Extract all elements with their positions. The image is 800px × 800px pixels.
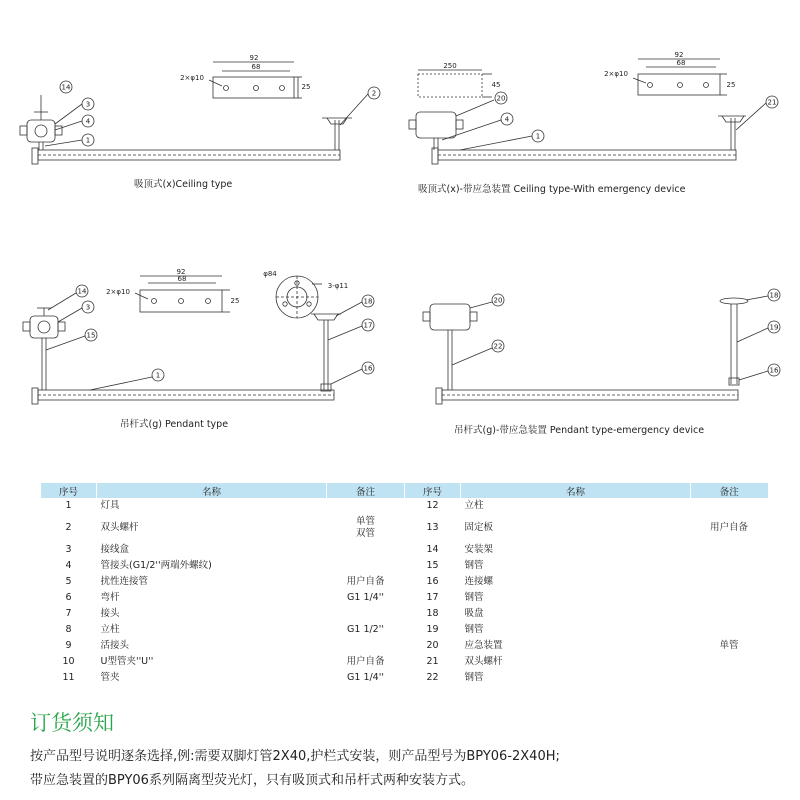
cell-no-text: 10 xyxy=(62,656,75,667)
cell-name-text: 钢管 xyxy=(464,560,484,571)
cell-note-text: 双管 xyxy=(355,528,375,539)
cell-no xyxy=(405,622,461,638)
cell-no-text: 15 xyxy=(426,560,439,571)
cell-name-text: 弯杆 xyxy=(100,592,120,603)
ordering-line-2: 带应急装置的BPY06系列隔离型荧光灯，只有吸顶式和吊杆式两种安装方式。 xyxy=(30,773,474,788)
cell-name xyxy=(461,622,691,638)
cell-note xyxy=(327,654,405,670)
callout-18: 18 xyxy=(769,291,779,300)
cell-no-text: 8 xyxy=(65,624,72,635)
table-row xyxy=(41,558,768,574)
dim-92: 92 xyxy=(176,268,186,276)
cell-name xyxy=(97,558,327,574)
ceiling-emergency-diagram xyxy=(400,0,800,240)
cell-no xyxy=(41,542,97,558)
dim-3holes: 3-φ11 xyxy=(327,282,349,290)
cell-no xyxy=(41,514,97,542)
dim-92: 92 xyxy=(674,51,684,59)
cell-no-text: 16 xyxy=(426,576,439,587)
cell-name xyxy=(461,638,691,654)
pendant-emergency-diagram xyxy=(400,250,800,450)
parts-table-header xyxy=(41,483,768,498)
cell-no xyxy=(405,514,461,542)
table-row xyxy=(41,498,768,514)
cell-name-text: 立柱 xyxy=(464,500,484,511)
callout-1: 1 xyxy=(155,371,161,380)
cell-no-text: 3 xyxy=(65,544,72,555)
cell-name xyxy=(97,622,327,638)
cell-note xyxy=(691,670,768,686)
pendant-type-caption: 吊杆式(g) Pendant type xyxy=(120,419,229,430)
cell-note xyxy=(691,498,768,514)
cell-name xyxy=(461,558,691,574)
cell-name-text: 钢管 xyxy=(464,592,484,603)
cell-no-text: 22 xyxy=(426,672,439,683)
dim-68: 68 xyxy=(251,63,261,71)
dim-25: 25 xyxy=(726,81,736,89)
cell-no xyxy=(405,606,461,622)
cell-note xyxy=(327,514,405,542)
cell-name-text: 钢管 xyxy=(464,672,484,683)
cell-no-text: 11 xyxy=(62,672,75,683)
cell-note xyxy=(691,638,768,654)
cell-note xyxy=(691,622,768,638)
cell-name-text: 双头螺杆 xyxy=(464,656,503,667)
emergency-device-box xyxy=(416,112,456,138)
cell-note xyxy=(327,622,405,638)
cell-no xyxy=(41,606,97,622)
cell-note xyxy=(691,514,768,542)
cell-no xyxy=(41,670,97,686)
cell-no xyxy=(41,558,97,574)
cell-name-text: 活接头 xyxy=(100,640,130,651)
dim-45: 45 xyxy=(491,81,501,89)
cell-no xyxy=(405,498,461,514)
cell-note-text: 单管 xyxy=(719,640,739,651)
ceiling-emergency-caption: 吸顶式(x)-带应急装置 Ceiling type-With emergency device xyxy=(418,184,686,195)
table-row xyxy=(41,670,768,686)
cell-note-text: 用户自备 xyxy=(346,576,385,587)
cell-name xyxy=(461,542,691,558)
cell-name xyxy=(97,606,327,622)
cell-name-text: 接头 xyxy=(100,608,120,619)
cell-name-text: 钢管 xyxy=(464,624,484,635)
dim-holes: 2×φ10 xyxy=(180,74,204,82)
cell-note xyxy=(327,638,405,654)
cell-no xyxy=(405,670,461,686)
cell-no-text: 2 xyxy=(65,522,72,533)
callout-21: 21 xyxy=(767,98,777,107)
ceiling-type-diagram xyxy=(0,0,400,240)
cell-no-text: 21 xyxy=(426,656,439,667)
cell-no xyxy=(41,498,97,514)
cell-note xyxy=(691,590,768,606)
cell-note xyxy=(327,670,405,686)
table-row xyxy=(41,542,768,558)
dim-holes: 2×φ10 xyxy=(106,288,130,296)
cell-name-text: 扰性连接管 xyxy=(100,576,149,587)
cell-no xyxy=(405,654,461,670)
cell-no xyxy=(405,590,461,606)
dim-68: 68 xyxy=(177,275,187,283)
dim-92: 92 xyxy=(249,54,259,62)
callout-4: 4 xyxy=(504,115,510,124)
callout-15: 15 xyxy=(86,331,96,340)
callout-22: 22 xyxy=(493,342,503,351)
cell-no xyxy=(405,574,461,590)
cell-no-text: 17 xyxy=(426,592,439,603)
cell-name xyxy=(97,514,327,542)
cell-name-text: 立柱 xyxy=(100,624,120,635)
table-row xyxy=(41,590,768,606)
header-no: 序号 xyxy=(41,483,97,498)
cell-note-text: G1 1/4'' xyxy=(347,672,384,683)
dim-68: 68 xyxy=(676,59,686,67)
parts-table xyxy=(40,483,768,686)
cell-note-text: G1 1/2'' xyxy=(347,624,384,635)
cell-name-text: U型管夹''U'' xyxy=(100,656,154,667)
dim-holes: 2×φ10 xyxy=(604,70,628,78)
cell-note-text: 单管 xyxy=(355,516,375,527)
callout-18: 18 xyxy=(363,297,373,306)
cell-no-text: 4 xyxy=(65,560,72,571)
header-no-2: 序号 xyxy=(405,483,461,498)
cell-name-text: 管夹 xyxy=(100,672,120,683)
dim-250: 250 xyxy=(443,62,457,70)
cell-note xyxy=(691,606,768,622)
cell-note xyxy=(691,654,768,670)
cell-name xyxy=(461,574,691,590)
cell-no xyxy=(405,558,461,574)
cell-name-text: 吸盘 xyxy=(464,608,484,619)
cell-name xyxy=(97,574,327,590)
callout-1: 1 xyxy=(85,136,91,145)
junction-box xyxy=(27,120,55,142)
cell-note xyxy=(327,574,405,590)
cell-no-text: 12 xyxy=(426,500,439,511)
table-row xyxy=(41,622,768,638)
cell-note xyxy=(327,606,405,622)
cell-note xyxy=(691,574,768,590)
callout-14: 14 xyxy=(61,83,71,92)
cell-note-text: 用户自备 xyxy=(346,656,385,667)
callout-4: 4 xyxy=(85,117,91,126)
header-name: 名称 xyxy=(97,483,327,498)
callout-14: 14 xyxy=(77,287,87,296)
cell-no xyxy=(41,574,97,590)
cell-name-text: 灯具 xyxy=(100,500,120,511)
cell-name xyxy=(97,638,327,654)
table-row xyxy=(41,606,768,622)
dim-25: 25 xyxy=(301,83,311,91)
callout-16: 16 xyxy=(363,364,373,373)
cell-name xyxy=(461,590,691,606)
cell-note xyxy=(327,498,405,514)
cell-no-text: 5 xyxy=(65,576,72,587)
cell-name xyxy=(461,514,691,542)
callout-2: 2 xyxy=(371,89,377,98)
cell-note-text: G1 1/4'' xyxy=(347,592,384,603)
cell-no xyxy=(41,638,97,654)
cell-no xyxy=(41,654,97,670)
cell-name-text: 连接螺 xyxy=(464,576,494,587)
ordering-line-1: 按产品型号说明逐条选择,例:需要双脚灯管2X40,护栏式安装，则产品型号为BPY06-2X40H; xyxy=(30,749,560,764)
table-row xyxy=(41,638,768,654)
cell-no-text: 1 xyxy=(65,500,72,511)
cell-name-text: 管接头(G1/2''两端外螺纹) xyxy=(100,560,212,571)
table-row xyxy=(41,574,768,590)
cell-no xyxy=(405,638,461,654)
cell-name xyxy=(461,498,691,514)
cell-name-text: 应急装置 xyxy=(464,640,503,651)
callout-19: 19 xyxy=(769,323,779,332)
callout-17: 17 xyxy=(363,321,373,330)
cell-note-text: 用户自备 xyxy=(709,522,748,533)
dim-84: φ84 xyxy=(263,270,277,278)
parts-table-body xyxy=(41,498,768,686)
header-note: 备注 xyxy=(327,483,405,498)
cell-no-text: 14 xyxy=(426,544,439,555)
cell-note xyxy=(327,590,405,606)
cell-no-text: 9 xyxy=(65,640,72,651)
cell-note xyxy=(691,558,768,574)
cell-note xyxy=(691,542,768,558)
cell-no-text: 20 xyxy=(426,640,439,651)
callout-20: 20 xyxy=(493,296,503,305)
ceiling-type-caption: 吸顶式(x)Ceiling type xyxy=(134,179,233,190)
cell-name xyxy=(97,654,327,670)
cell-note xyxy=(327,558,405,574)
header-name-2: 名称 xyxy=(461,483,691,498)
pendant-emergency-caption: 吊杆式(g)-带应急装置 Pendant type-emergency device xyxy=(454,425,705,436)
cell-name xyxy=(97,542,327,558)
cell-name xyxy=(461,654,691,670)
ordering-title: 订货须知 xyxy=(30,711,114,735)
table-row xyxy=(41,654,768,670)
cell-name xyxy=(97,670,327,686)
cell-no xyxy=(41,590,97,606)
cell-name-text: 双头螺杆 xyxy=(100,522,139,533)
callout-3: 3 xyxy=(85,100,91,109)
callout-3: 3 xyxy=(85,303,91,312)
emergency-device-box xyxy=(430,304,470,330)
cell-name-text: 接线盒 xyxy=(100,544,130,555)
dim-25: 25 xyxy=(230,297,240,305)
cell-no-text: 6 xyxy=(65,592,72,603)
cell-name xyxy=(97,590,327,606)
cell-name-text: 固定板 xyxy=(464,522,494,533)
table-row xyxy=(41,514,768,542)
cell-no-text: 13 xyxy=(426,522,439,533)
cell-note xyxy=(327,542,405,558)
cell-name xyxy=(97,498,327,514)
cell-name xyxy=(461,606,691,622)
cell-name-text: 安装架 xyxy=(464,544,494,555)
cell-no-text: 19 xyxy=(426,624,439,635)
callout-1: 1 xyxy=(535,132,541,141)
emergency-plate xyxy=(418,74,482,97)
cell-no-text: 7 xyxy=(65,608,72,619)
callout-20: 20 xyxy=(496,94,506,103)
cell-no xyxy=(405,542,461,558)
header-note-2: 备注 xyxy=(691,483,768,498)
cell-name xyxy=(461,670,691,686)
callout-16: 16 xyxy=(769,366,779,375)
cell-no xyxy=(41,622,97,638)
cell-no-text: 18 xyxy=(426,608,439,619)
